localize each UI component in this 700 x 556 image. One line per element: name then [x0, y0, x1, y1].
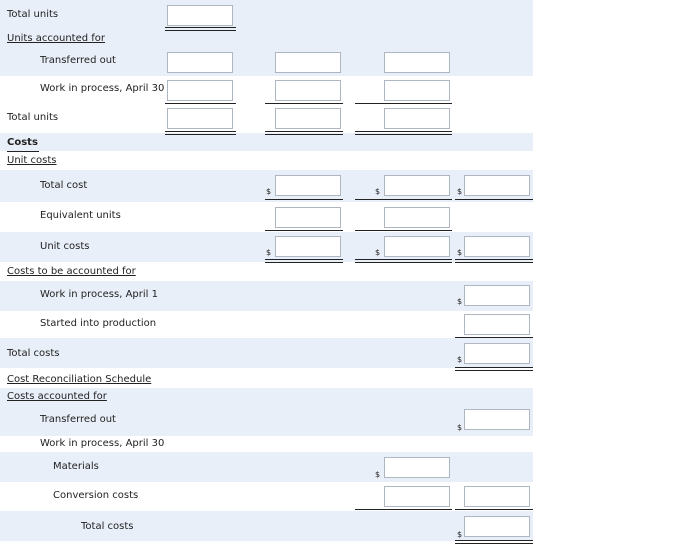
unit-costs-total-input[interactable]	[464, 236, 530, 257]
double-rule	[455, 259, 533, 263]
wip-april-1-cost-input[interactable]	[464, 285, 530, 306]
wip-april-1-label: Work in process, April 1	[40, 289, 158, 300]
conversion-costs-label: Conversion costs	[53, 490, 139, 501]
currency-symbol: $	[457, 530, 463, 539]
currency-symbol: $	[457, 297, 463, 306]
total-cost-conversion-input[interactable]	[384, 175, 450, 196]
wip-conversion-cost-input[interactable]	[384, 486, 450, 507]
currency-symbol: $	[375, 470, 381, 479]
cost-reconciliation-schedule-heading: Cost Reconciliation Schedule	[7, 374, 152, 385]
wip-april-30-materials-input[interactable]	[275, 80, 341, 101]
costs-accounted-for-heading: Costs accounted for	[7, 391, 107, 402]
total-costs-input[interactable]	[464, 343, 530, 364]
double-rule	[355, 131, 452, 135]
transferred-out-materials-input[interactable]	[275, 52, 341, 73]
total-units-label: Total units	[7, 112, 59, 123]
transferred-out-cost-input[interactable]	[464, 409, 530, 430]
double-rule	[355, 259, 452, 263]
total-cost-materials-input[interactable]	[275, 175, 341, 196]
single-rule	[455, 199, 533, 200]
units-accounted-for-heading: Units accounted for	[7, 33, 106, 44]
unit-costs-heading: Unit costs	[7, 155, 57, 166]
currency-symbol: $	[375, 187, 381, 196]
single-rule	[265, 199, 343, 200]
currency-symbol: $	[266, 248, 272, 257]
transferred-out-units-input[interactable]	[167, 52, 233, 73]
costs-to-be-accounted-for-heading: Costs to be accounted for	[7, 266, 136, 277]
wip-april-30-label: Work in process, April 30	[40, 83, 165, 94]
total-units-conversion-input[interactable]	[384, 108, 450, 129]
single-rule	[355, 230, 452, 231]
double-rule	[165, 27, 236, 31]
total-cost-total-input[interactable]	[464, 175, 530, 196]
wip-total-cost-input[interactable]	[464, 486, 530, 507]
total-costs-label: Total costs	[7, 348, 60, 359]
band	[0, 133, 533, 151]
band	[0, 511, 533, 541]
currency-symbol: $	[457, 248, 463, 257]
equivalent-units-materials-input[interactable]	[275, 207, 341, 228]
single-rule	[265, 230, 343, 231]
unit-costs-materials-input[interactable]	[275, 236, 341, 257]
unit-costs-conversion-input[interactable]	[384, 236, 450, 257]
currency-symbol: $	[266, 187, 272, 196]
band	[0, 338, 533, 368]
wip-april-30-label: Work in process, April 30	[40, 438, 165, 449]
double-rule	[165, 131, 236, 135]
wip-april-30-conversion-input[interactable]	[384, 80, 450, 101]
double-rule	[265, 259, 343, 263]
unit-costs-label: Unit costs	[40, 241, 90, 252]
single-rule	[355, 509, 452, 510]
total-units-input[interactable]	[167, 108, 233, 129]
currency-symbol: $	[457, 355, 463, 364]
currency-symbol: $	[375, 248, 381, 257]
total-units-label: Total units	[7, 9, 59, 20]
total-units-input[interactable]	[167, 5, 233, 26]
total-costs-label: Total costs	[81, 521, 134, 532]
total-costs-final-input[interactable]	[464, 516, 530, 537]
currency-symbol: $	[457, 423, 463, 432]
band	[0, 0, 533, 30]
total-units-materials-input[interactable]	[275, 108, 341, 129]
transferred-out-label: Transferred out	[40, 55, 116, 66]
single-rule	[265, 103, 343, 104]
single-rule	[355, 103, 452, 104]
currency-symbol: $	[457, 187, 463, 196]
single-rule	[455, 509, 533, 510]
started-into-production-label: Started into production	[40, 318, 157, 329]
double-rule	[265, 131, 343, 135]
wip-april-30-units-input[interactable]	[167, 80, 233, 101]
costs-heading-rule	[7, 151, 39, 152]
total-cost-label: Total cost	[40, 180, 88, 191]
single-rule	[165, 103, 236, 104]
single-rule	[355, 199, 452, 200]
transferred-out-conversion-input[interactable]	[384, 52, 450, 73]
double-rule	[455, 367, 533, 371]
wip-materials-cost-input[interactable]	[384, 457, 450, 478]
materials-label: Materials	[53, 461, 99, 472]
double-rule	[455, 540, 533, 544]
started-into-production-cost-input[interactable]	[464, 314, 530, 335]
transferred-out-label: Transferred out	[40, 414, 116, 425]
single-rule	[455, 337, 533, 338]
equivalent-units-conversion-input[interactable]	[384, 207, 450, 228]
costs-heading: Costs	[7, 137, 38, 148]
equivalent-units-label: Equivalent units	[40, 210, 121, 221]
